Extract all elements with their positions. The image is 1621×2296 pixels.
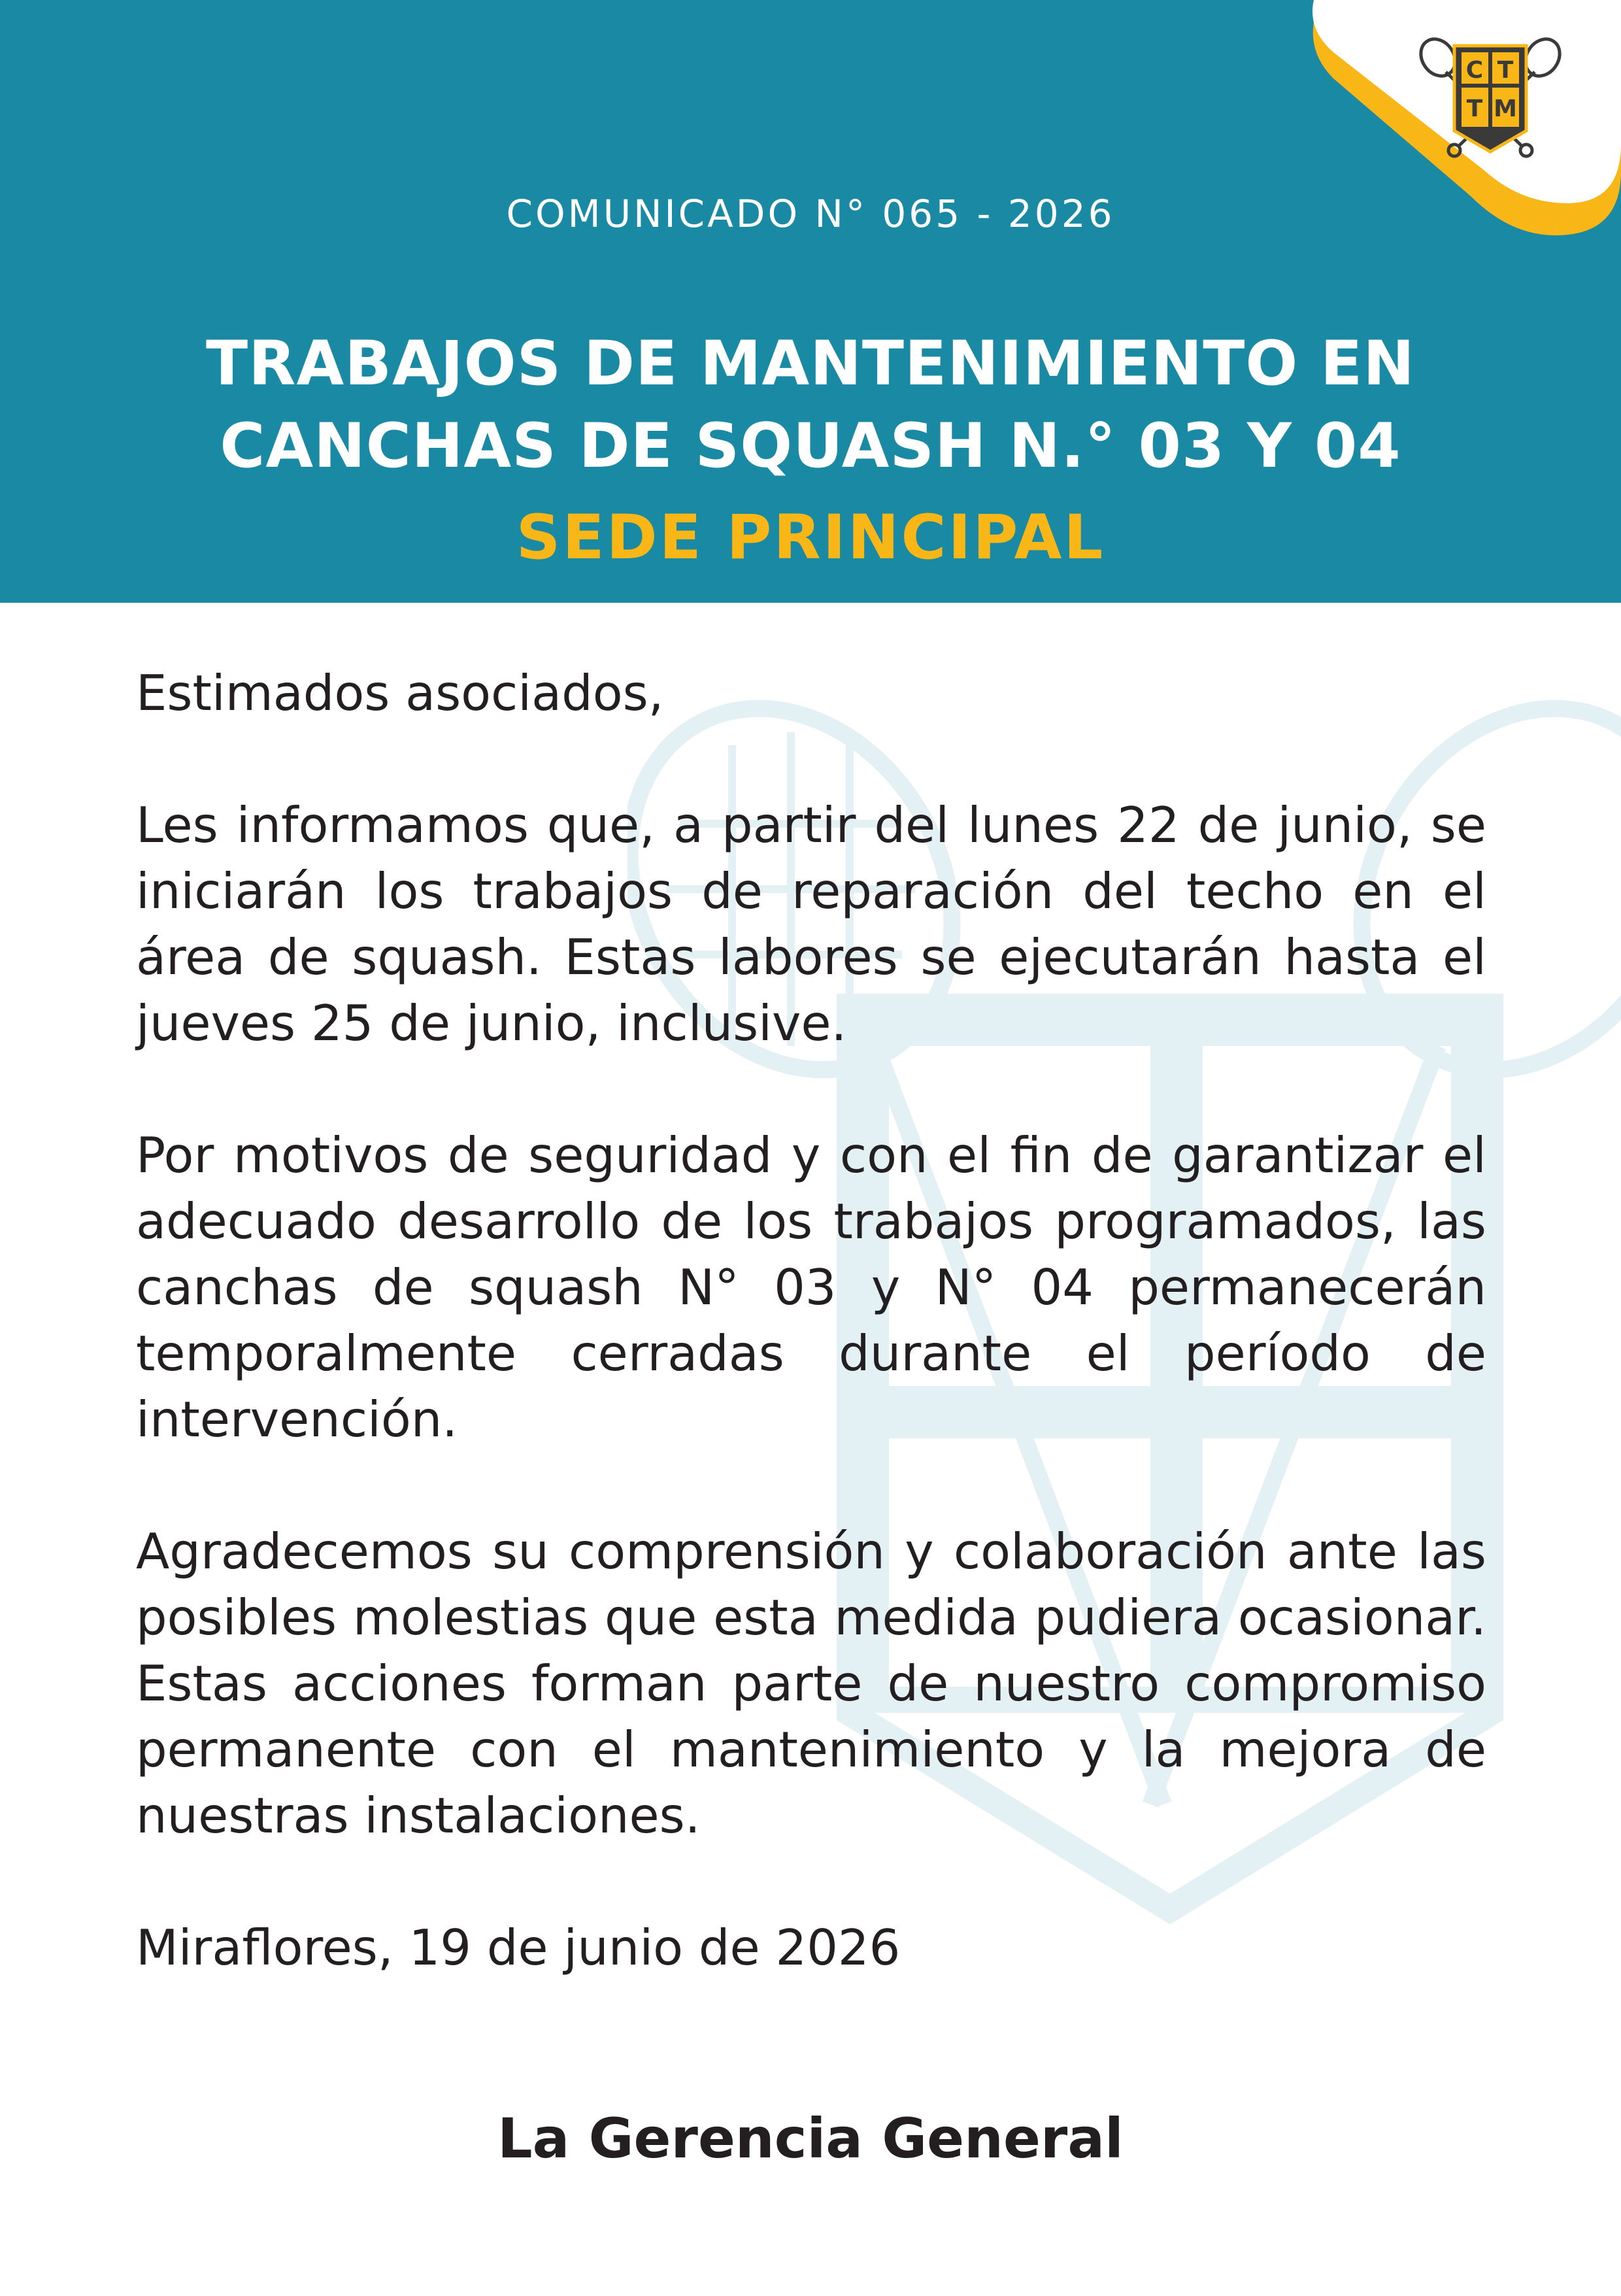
page-title	[0, 323, 1621, 488]
club-logo-badge	[1307, 0, 1621, 248]
paragraph-3: Agradecemos su comprensión y colaboración ante las posibles molestias que esta medida pudiera ocasionar. Estas acciones forman parte de nuestro compromiso permanente con el mantenimiento y la mejora de nuestras instalaciones.	[136, 1523, 1486, 1844]
signature: La Gerencia General	[497, 2106, 1124, 2170]
greeting: Estimados asociados,	[136, 664, 664, 722]
comunicado-number: COMUNICADO N° 065 - 2026	[506, 192, 1115, 236]
title-line-2: CANCHAS DE SQUASH N.° 03 Y 04	[220, 411, 1401, 482]
page-subtitle: SEDE PRINCIPAL	[516, 502, 1105, 573]
paragraph-1: Les informamos que, a partir del lunes 22 de junio, se iniciarán los trabajos de reparación del techo en el área de squash. Estas labores se ejecutarán hasta el jueves 25 de junio, inclusive.	[136, 796, 1486, 1052]
logo-letter: C	[1465, 57, 1484, 84]
title-line-1: TRABAJOS DE MANTENIMIENTO EN	[206, 328, 1415, 399]
letter-body	[136, 660, 1486, 1981]
logo-letter: M	[1494, 95, 1517, 122]
logo-letter: T	[1466, 95, 1483, 122]
paragraph-2: Por motivos de seguridad y con el fin de garantizar el adecuado desarrollo de los trabajos programados, las canchas de squash N° 03 y N° 04 permanecerán temporalmente cerradas durante el período de intervención.	[136, 1126, 1486, 1448]
logo-letter: T	[1497, 57, 1514, 84]
place-date: Miraflores, 19 de junio de 2026	[136, 1919, 901, 1976]
